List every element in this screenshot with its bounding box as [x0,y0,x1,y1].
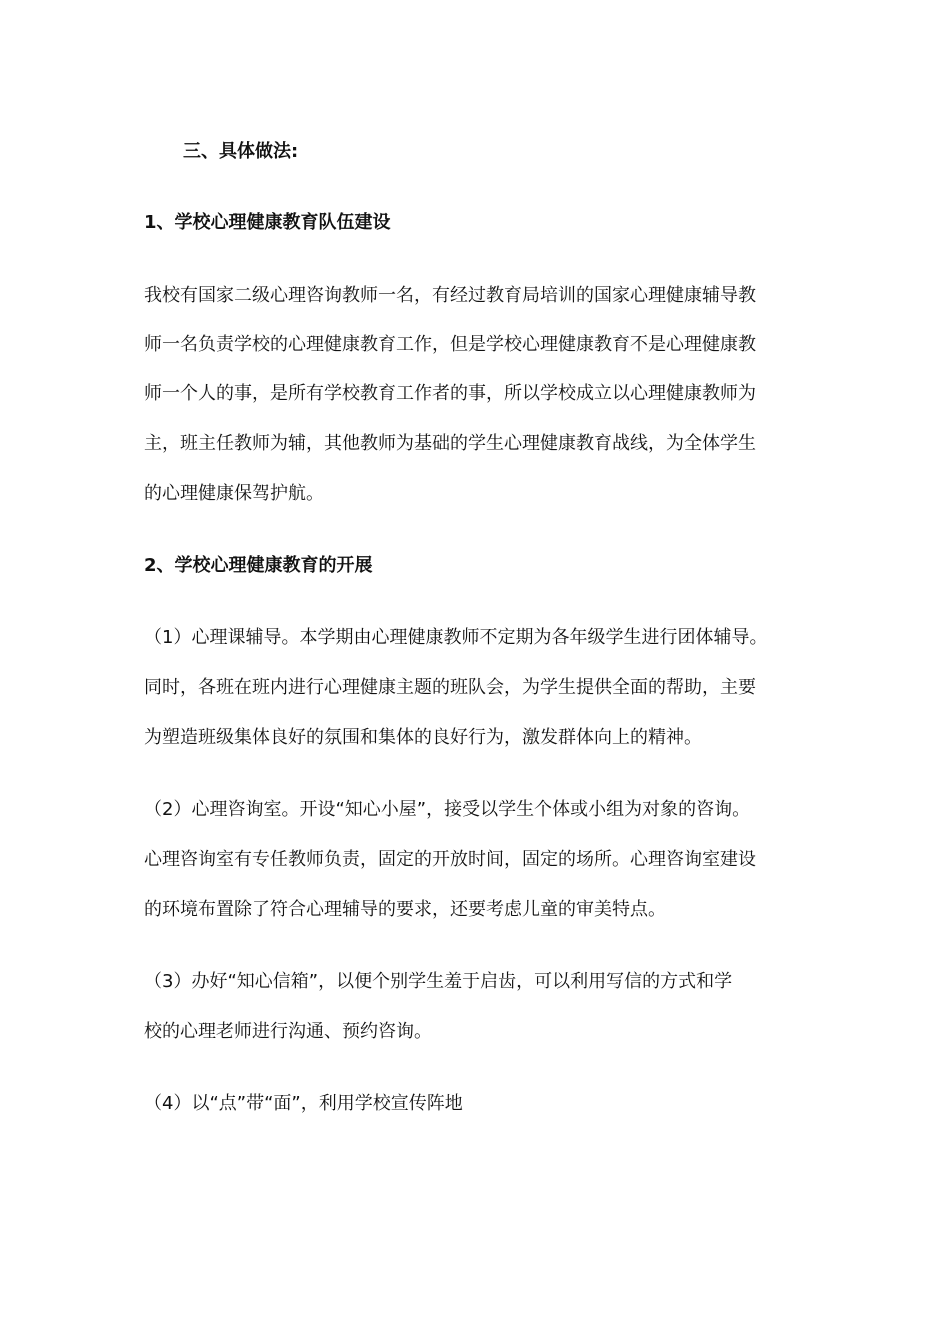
paragraph-line: （2）心理咨询室。开设“知心小屋”，接受以学生个体或小组为对象的咨询。 [144,799,751,820]
subsection-heading-2: 2、学校心理健康教育的开展 [144,555,373,576]
paragraph-line: 的环境布置除了符合心理辅导的要求，还要考虑儿童的审美特点。 [144,899,666,920]
paragraph-line: 同时，各班在班内进行心理健康主题的班队会，为学生提供全面的帮助，主要 [144,677,756,698]
subsection-heading-1: 1、学校心理健康教育队伍建设 [144,212,391,233]
paragraph-line: （1）心理课辅导。本学期由心理健康教师不定期为各年级学生进行团体辅导。 [144,627,768,648]
paragraph-line: （3）办好“知心信箱”，以便个别学生羞于启齿，可以利用写信的方式和学 [144,971,733,992]
paragraph-line: 心理咨询室有专任教师负责，固定的开放时间，固定的场所。心理咨询室建设 [144,849,756,870]
paragraph-line: 校的心理老师进行沟通、预约咨询。 [144,1021,432,1042]
paragraph-line: 为塑造班级集体良好的氛围和集体的良好行为，激发群体向上的精神。 [144,727,702,748]
paragraph-line: 主，班主任教师为辅，其他教师为基础的学生心理健康教育战线，为全体学生 [144,433,756,454]
paragraph-line: 师一个人的事，是所有学校教育工作者的事，所以学校成立以心理健康教师为 [144,383,756,404]
section-heading: 三、具体做法: [183,141,299,162]
paragraph-line: （4）以“点”带“面”，利用学校宣传阵地 [144,1093,463,1114]
paragraph-line: 的心理健康保驾护航。 [144,483,324,504]
paragraph-line: 我校有国家二级心理咨询教师一名，有经过教育局培训的国家心理健康辅导教 [144,285,756,306]
paragraph-line: 师一名负责学校的心理健康教育工作，但是学校心理健康教育不是心理健康教 [144,334,756,355]
